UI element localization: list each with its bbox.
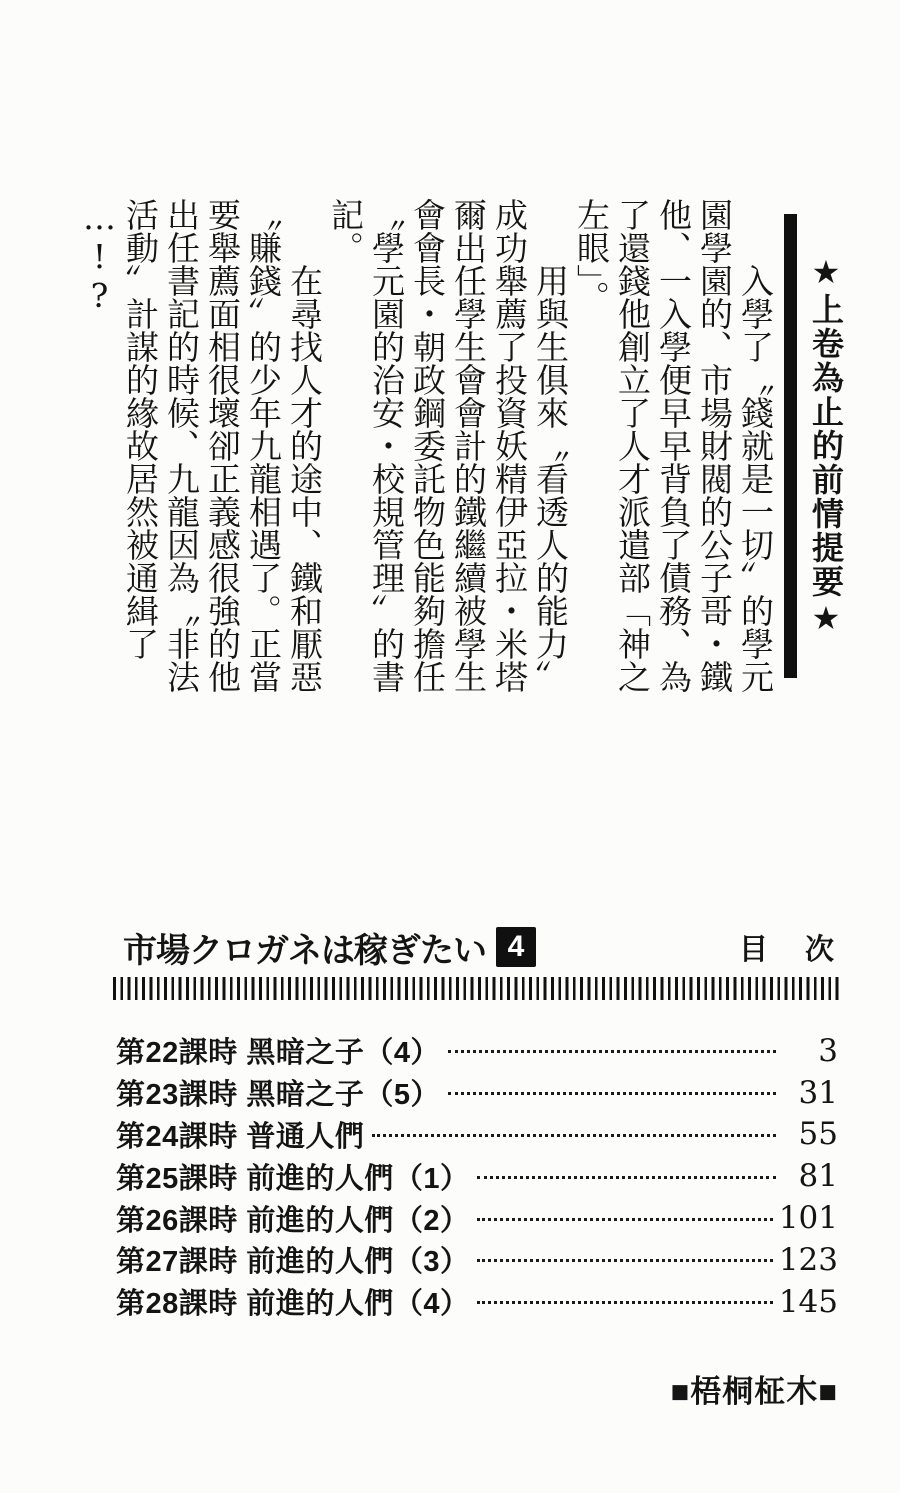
toc-entry-label: 第25課時 前進的人們（1） (116, 1162, 470, 1195)
toc-page-number: 123 (778, 1241, 838, 1278)
volume-badge: 4 (496, 927, 536, 967)
dot-leader (477, 1176, 776, 1179)
toc-entry-label: 第26課時 前進的人們（2） (116, 1204, 470, 1237)
book-title: 市場クロガネは稼ぎたい (123, 931, 486, 970)
toc-row-chapter-25 (116, 1155, 838, 1197)
toc-page-number: 101 (778, 1200, 838, 1237)
toc-row-chapter-22 (116, 1030, 838, 1072)
toc-entry-label: 第28課時 前進的人們（4） (116, 1288, 470, 1321)
toc-entry-label: 第24課時 普通人們 (116, 1120, 365, 1153)
synopsis-vertical-flow (79, 198, 850, 693)
toc-list (116, 1030, 838, 1323)
toc-heading-label: 目 次 (738, 933, 838, 966)
toc-page-number: 31 (798, 1074, 838, 1111)
barcode-divider (113, 977, 843, 1000)
toc-row-chapter-23 (116, 1072, 838, 1114)
toc-row-chapter-27 (116, 1239, 838, 1281)
dot-leader (448, 1092, 776, 1095)
toc-page-number: 145 (778, 1283, 838, 1320)
toc-page-number: 81 (798, 1158, 838, 1195)
dot-leader (448, 1050, 776, 1053)
synopsis-section (79, 198, 850, 693)
author-credit: ■梧桐柾木■ (670, 1374, 838, 1409)
dot-leader (477, 1259, 772, 1262)
dot-leader (477, 1301, 772, 1304)
dot-leader (477, 1218, 772, 1221)
dot-leader (372, 1134, 776, 1137)
toc-row-chapter-26 (116, 1197, 838, 1239)
toc-entry-label: 第27課時 前進的人們（3） (116, 1246, 470, 1279)
synopsis-paragraph-1: 入學了〝錢就是一切〞的學元園學園的、市場財閥的公子哥・鐵他、一入學便早早背負了債務、為了還錢他創立了人才派遣部「神之左眼」。 (572, 198, 775, 693)
toc-row-chapter-28 (116, 1281, 838, 1323)
synopsis-divider-bar (784, 214, 797, 678)
title-row (123, 922, 838, 972)
toc-entry-label: 第23課時 黑暗之子（5） (116, 1079, 440, 1112)
toc-row-chapter-24 (116, 1114, 838, 1156)
synopsis-paragraph-3: 在尋找人才的途中、鐵和厭惡〝賺錢〞的少年九龍相遇了。正當要舉薦面相很壞卻正義感很強的他出任書記的時候、九龍因為〝非法活動〞計謀的緣故居然被通緝了…!? (80, 198, 324, 693)
toc-page-number: 55 (798, 1116, 838, 1153)
toc-page-number: 3 (818, 1032, 838, 1069)
toc-entry-label: 第22課時 黑暗之子（4） (116, 1037, 440, 1070)
synopsis-heading: ★上卷為止的前情提要★ (808, 252, 844, 639)
synopsis-paragraph-2: 用與生俱來〝看透人的能力〞成功舉薦了投資妖精伊亞拉・米塔爾出任學生會會計的鐵繼續被學生會會長・朝政鋼委託物色能夠擔任〝學元園的治安・校規管理〞的書記。 (326, 198, 570, 693)
